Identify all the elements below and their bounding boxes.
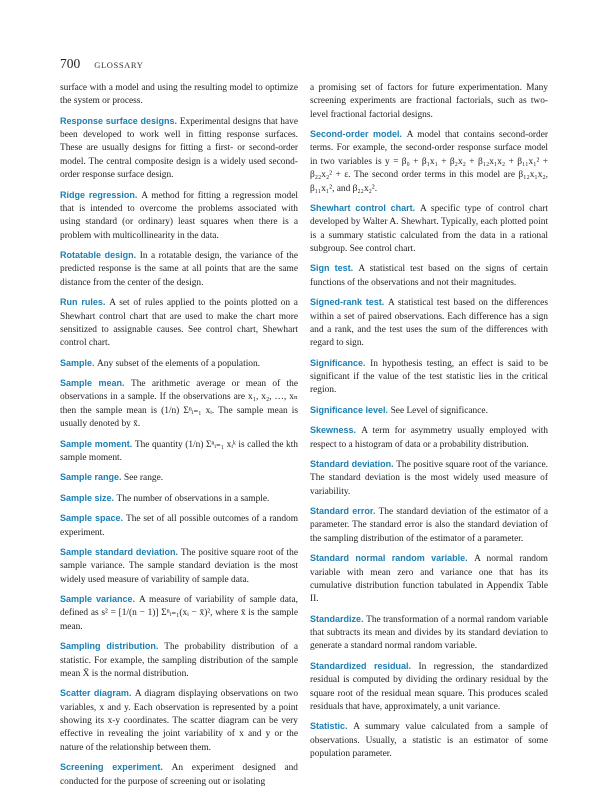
glossary-term: Sample size. <box>60 492 115 503</box>
glossary-term: Scatter diagram. <box>60 688 132 699</box>
glossary-entry-scatter-diagram <box>60 687 298 755</box>
glossary-continuation <box>60 82 298 109</box>
glossary-term: Statistic. <box>310 721 348 732</box>
glossary-entry-sample-standard-deviation <box>60 546 298 587</box>
glossary-entry-rotatable-design <box>60 249 298 290</box>
glossary-entry-screening-experiment <box>60 761 298 789</box>
glossary-definition: A diagram displaying observations on two variables, x and y. Each observation is represented by a point showing its x-y coordinates. The scatter diagram can be very effective in revealing the joint variability of x and y or the nature of the relationship between them. <box>60 689 299 753</box>
glossary-definition: In regression, the standardized residual is computed by dividing the ordinary residual by the square root of the residual mean square. This produces scaled residuals that have, approximately, a unit variance. <box>310 661 548 712</box>
glossary-definition: A summary value calculated from a sample of observations. Usually, a statistic is an estimator of some population parameter. <box>310 722 548 759</box>
glossary-term: Standardized residual. <box>310 660 412 671</box>
glossary-term: Ridge regression. <box>60 189 138 200</box>
glossary-definition: A normal random variable with mean zero and variance one that has its cumulative distribution function tabulated in Appendix Table II. <box>310 554 548 605</box>
glossary-entry-sample-space <box>60 512 298 540</box>
glossary-entry-statistic <box>310 720 548 761</box>
glossary-definition: The positive square root of the sample variance. The sample standard deviation is the most widely used measure of variability of sample data. <box>60 548 299 585</box>
glossary-definition: A method for fitting a regression model that is intended to overcome the problems associated with using standard (or ordinary) least squares when there is a problem with multicollinearity in the data. <box>60 190 298 241</box>
glossary-term: Signed-rank test. <box>310 297 385 308</box>
glossary-definition: The quantity (1/n) Σⁿᵢ₌₁ xᵢᵏ is called the kth sample moment. <box>60 439 298 463</box>
glossary-definition: a promising set of factors for future experimentation. Many screening experiments are fractional factorials, such as two-level fractional factorial designs. <box>310 83 548 120</box>
glossary-term: Rotatable design. <box>60 250 137 261</box>
glossary-definition: See Level of significance. <box>390 405 488 416</box>
glossary-definition: surface with a model and using the resulting model to optimize the system or process. <box>60 83 298 107</box>
glossary-entry-run-rules <box>60 296 298 350</box>
glossary-definition: The set of all possible outcomes of a random experiment. <box>60 514 298 538</box>
glossary-entry-response-surface-designs <box>60 115 298 183</box>
glossary-definition: A measure of variability of sample data, defined as s² = [1/(n − 1)] Σⁿᵢ₌₁(xᵢ − x̄)², where x̄ is the sample mean. <box>60 595 298 632</box>
glossary-term: Sample standard deviation. <box>60 547 178 557</box>
glossary-entry-sample <box>60 357 298 371</box>
glossary-term: Sample variance. <box>60 594 136 605</box>
glossary-definition: The number of observations in a sample. <box>116 493 270 504</box>
right-column <box>310 82 548 767</box>
glossary-definition: A statistical test based on the differences within a set of paired observations. Each difference has a sign and a rank, and the test uses the sum of the differences with regard to sign. <box>310 298 548 349</box>
glossary-entry-standard-error <box>310 505 548 546</box>
glossary-entry-sample-size <box>60 492 298 506</box>
glossary-entry-sample-mean <box>60 377 298 431</box>
glossary-term: Skewness. <box>310 425 357 436</box>
glossary-definition: An experiment designed and conducted for the purpose of screening out or isolating <box>60 763 298 787</box>
glossary-term: Standard deviation. <box>310 459 394 469</box>
glossary-term: Significance level. <box>310 404 389 415</box>
glossary-definition: The positive square root of the variance. The standard deviation is the most widely used measure of variability. <box>310 460 548 497</box>
glossary-term: Standardize. <box>310 613 364 624</box>
glossary-entry-standard-deviation <box>310 458 548 499</box>
glossary-term: Sampling distribution. <box>60 641 159 652</box>
glossary-entry-sample-range <box>60 471 298 485</box>
glossary-entry-sample-moment <box>60 438 298 466</box>
glossary-entry-sample-variance <box>60 593 298 634</box>
glossary-entry-signed-rank-test <box>310 296 548 350</box>
glossary-entry-sampling-distribution <box>60 640 298 681</box>
glossary-definition: A set of rules applied to the points plotted on a Shewhart control chart that are used to make the chart more sensitized to assignable causes. See control chart, Shewhart control chart. <box>60 298 298 349</box>
glossary-term: Shewhart control chart. <box>310 202 416 213</box>
glossary-entry-standardize <box>310 613 548 654</box>
glossary-term: Standard normal random variable. <box>310 553 468 564</box>
glossary-term: Sample moment. <box>60 438 133 449</box>
glossary-definition: In hypothesis testing, an effect is said to be significant if the value of the test statistic lies in the critical region. <box>310 358 548 396</box>
left-column <box>60 82 298 795</box>
glossary-entry-standardized-residual <box>310 660 548 714</box>
glossary-term: Screening experiment. <box>60 762 163 773</box>
glossary-definition: Experimental designs that have been developed to work well in fitting response surfaces. These are usually designs for fitting a first- or second-order model. The central composite design is a widely used second-order response surface design. <box>60 116 298 181</box>
glossary-definition: The transformation of a normal random variable that subtracts its mean and divides by its standard deviation to generate a standard normal random variable. <box>310 614 548 652</box>
glossary-definition: Any subset of the elements of a population. <box>97 358 261 369</box>
page-number: 700 <box>60 56 81 71</box>
glossary-definition: The arithmetic average or mean of the observations in a sample. If the observations are x₁, x₂, …, xₙ then the sample mean is (1/n) Σⁿᵢ₌₁ xᵢ. The sample mean is usually denoted by x̄. <box>60 379 298 430</box>
glossary-entry-skewness <box>310 424 548 452</box>
glossary-entry-significance-level <box>310 404 548 418</box>
glossary-term: Significance. <box>310 357 366 368</box>
glossary-definition: A model that contains second-order terms. For example, the second-order response surface model in two variables is y = β₀ + β₁x₁ + β₂x₂ + β₁₂x₁x₂ + β₁₁x₁² + β₂₂x₂² + ε. The second order terms in this model are β₁₂x₁x₂, β₁₁x₁², and β₂₂x₂². <box>310 130 548 194</box>
glossary-definition: A specific type of control chart developed by Walter A. Shewhart. Typically, each plotted point is a summary statistic calculated from the data in a rational subgroup. See control chart. <box>310 203 548 254</box>
glossary-entry-shewhart-control-chart <box>310 202 548 256</box>
glossary-term: Sign test. <box>310 263 354 274</box>
glossary-definition: A statistical test based on the signs of certain functions of the observations and not their magnitudes. <box>310 264 548 288</box>
glossary-entry-sign-test <box>310 262 548 290</box>
glossary-term: Response surface designs. <box>60 115 178 126</box>
page-header <box>60 56 143 72</box>
glossary-entry-significance <box>310 357 548 398</box>
glossary-term: Sample space. <box>60 513 124 524</box>
glossary-definition: See range. <box>124 473 164 484</box>
glossary-term: Sample range. <box>60 472 122 483</box>
running-head: GLOSSARY <box>94 60 144 70</box>
glossary-definition: A term for asymmetry usually employed with respect to a histogram of data or a probability distribution. <box>310 426 548 450</box>
glossary-definition: In a rotatable design, the variance of the predicted response is the same at all points that are the same distance from the center of the design. <box>60 251 298 288</box>
glossary-definition: The probability distribution of a statistic. For example, the sampling distribution of the sample mean X̄ is the normal distribution. <box>60 642 298 679</box>
glossary-definition: The standard deviation of the estimator of a parameter. The standard error is also the standard deviation of the sampling distribution of the estimator of a parameter. <box>310 507 548 544</box>
glossary-continuation <box>310 82 548 122</box>
glossary-term: Second-order model. <box>310 129 403 140</box>
glossary-term: Standard error. <box>310 506 376 517</box>
glossary-entry-ridge-regression <box>60 189 298 243</box>
glossary-term: Sample mean. <box>60 378 125 389</box>
glossary-entry-standard-normal-random-variable <box>310 552 548 606</box>
glossary-term: Run rules. <box>60 297 106 308</box>
glossary-term: Sample. <box>60 357 95 368</box>
glossary-entry-second-order-model <box>310 128 548 196</box>
